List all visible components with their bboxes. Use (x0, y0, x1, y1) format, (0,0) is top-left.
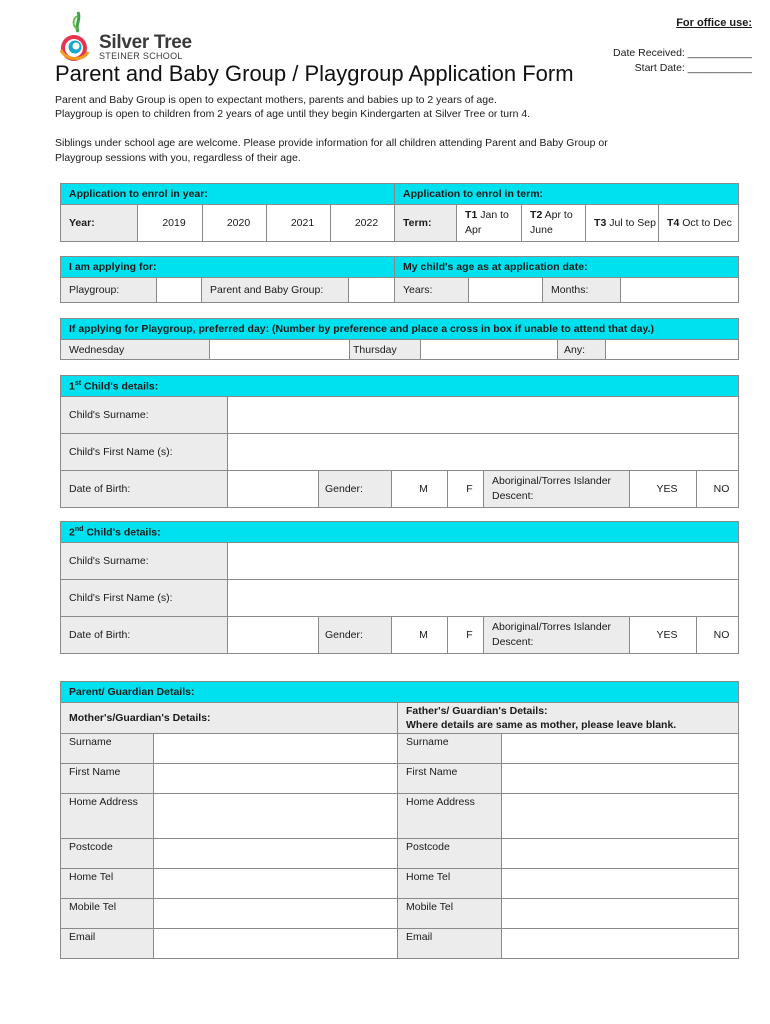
pbg-label: Parent and Baby Group: (202, 278, 349, 303)
mother-address-input[interactable] (154, 794, 398, 839)
child-number: 1 (69, 380, 75, 393)
father-home-tel-label: Home Tel (398, 869, 502, 899)
father-address-input[interactable] (502, 794, 739, 839)
child-first-name-label: Child's First Name (s): (61, 434, 228, 471)
page-title: Parent and Baby Group / Playgroup Application Form (55, 61, 574, 86)
mother-mobile-label: Mobile Tel (61, 899, 154, 929)
logo-subtitle: STEINER SCHOOL (99, 51, 183, 61)
guardian-table (60, 681, 739, 959)
term-code: T3 (594, 216, 607, 229)
applying-table (60, 256, 739, 303)
months-label: Months: (543, 278, 621, 303)
mother-email-input[interactable] (154, 929, 398, 959)
gender-m-option[interactable]: M (392, 617, 448, 654)
child2-dob-input[interactable] (228, 617, 319, 654)
dob-label: Date of Birth: (61, 471, 228, 508)
mother-postcode-label: Postcode (61, 839, 154, 869)
child1-surname-input[interactable] (228, 397, 739, 434)
child1-header (61, 376, 739, 397)
father-header (398, 703, 739, 734)
term-text: Oct to Dec (679, 216, 732, 229)
father-email-label: Email (398, 929, 502, 959)
any-input[interactable] (606, 340, 739, 360)
child1-table (60, 375, 739, 508)
gender-f-option[interactable]: F (448, 617, 484, 654)
term-code: T1 (465, 209, 478, 221)
thursday-label: Thursday (350, 340, 421, 360)
descent-label: Aboriginal/Torres Islander Descent: (484, 471, 630, 508)
child-header-text: Child's details: (81, 380, 159, 393)
father-postcode-input[interactable] (502, 839, 739, 869)
months-input[interactable] (621, 278, 739, 303)
enrol-year-header: Application to enrol in year: (61, 184, 395, 205)
mother-first-name-label: First Name (61, 764, 154, 794)
father-mobile-input[interactable] (502, 899, 739, 929)
father-header-note: Where details are same as mother, please leave blank. (406, 719, 677, 731)
term-code: T2 (530, 209, 543, 221)
age-header: My child's age as at application date: (395, 257, 739, 278)
child2-surname-input[interactable] (228, 543, 739, 580)
year-option-2020[interactable]: 2020 (203, 205, 267, 242)
mother-first-name-input[interactable] (154, 764, 398, 794)
father-mobile-label: Mobile Tel (398, 899, 502, 929)
year-label: Year: (61, 205, 138, 242)
father-first-name-input[interactable] (502, 764, 739, 794)
term-option-t4[interactable] (659, 205, 739, 242)
child2-first-name-input[interactable] (228, 580, 739, 617)
preferred-day-table (60, 318, 739, 360)
child-header-text: Child's details: (83, 526, 161, 539)
term-label: Term: (395, 205, 457, 242)
year-option-2022[interactable]: 2022 (331, 205, 395, 242)
preferred-day-header: If applying for Playgroup, preferred day: (Number by preference and place a cross in box if unable to attend that day.) (61, 319, 739, 340)
mother-email-label: Email (61, 929, 154, 959)
term-option-t1[interactable] (457, 205, 522, 242)
enrol-term-header: Application to enrol in term: (395, 184, 739, 205)
year-option-2019[interactable]: 2019 (138, 205, 203, 242)
father-home-tel-input[interactable] (502, 869, 739, 899)
father-address-label: Home Address (398, 794, 502, 839)
wednesday-input[interactable] (210, 340, 350, 360)
father-surname-input[interactable] (502, 734, 739, 764)
playgroup-checkbox[interactable] (157, 278, 202, 303)
gender-f-option[interactable]: F (448, 471, 484, 508)
year-option-2021[interactable]: 2021 (267, 205, 331, 242)
wednesday-label: Wednesday (61, 340, 210, 360)
descent-yes-option[interactable]: YES (630, 617, 697, 654)
mother-mobile-input[interactable] (154, 899, 398, 929)
start-date-field[interactable]: Start Date: ___________ (634, 62, 752, 74)
playgroup-label: Playgroup: (61, 278, 157, 303)
mother-postcode-input[interactable] (154, 839, 398, 869)
term-code: T4 (667, 216, 680, 229)
child-first-name-label: Child's First Name (s): (61, 580, 228, 617)
mother-surname-input[interactable] (154, 734, 398, 764)
logo-name: Silver Tree (99, 32, 192, 53)
child-surname-label: Child's Surname: (61, 397, 228, 434)
guardian-header: Parent/ Guardian Details: (61, 682, 739, 703)
child-surname-label: Child's Surname: (61, 543, 228, 580)
any-label: Any: (558, 340, 606, 360)
gender-label: Gender: (319, 471, 392, 508)
enrol-table (60, 183, 739, 242)
mother-address-label: Home Address (61, 794, 154, 839)
office-use-heading: For office use: (676, 17, 752, 29)
descent-yes-option[interactable]: YES (630, 471, 697, 508)
descent-label: Aboriginal/Torres Islander Descent: (484, 617, 630, 654)
thursday-input[interactable] (421, 340, 558, 360)
intro-line: Playgroup sessions with you, regardless of their age. (55, 152, 301, 164)
years-input[interactable] (469, 278, 543, 303)
descent-no-option[interactable]: NO (697, 617, 739, 654)
child2-table (60, 521, 739, 654)
silver-tree-logo-icon (55, 10, 99, 64)
mother-header: Mother's/Guardian's Details: (61, 703, 398, 734)
intro-line: Siblings under school age are welcome. Please provide information for all children attending Parent and Baby Group or (55, 137, 608, 149)
father-first-name-label: First Name (398, 764, 502, 794)
child-number: 2 (69, 526, 75, 539)
father-surname-label: Surname (398, 734, 502, 764)
gender-label: Gender: (319, 617, 392, 654)
father-header-title: Father's/ Guardian's Details: (406, 705, 548, 717)
mother-home-tel-input[interactable] (154, 869, 398, 899)
intro-line: Playgroup is open to children from 2 years of age until they begin Kindergarten at Silver Tree or turn 4. (55, 108, 531, 120)
term-text: Jul to Sep (606, 216, 656, 229)
mother-home-tel-label: Home Tel (61, 869, 154, 899)
father-postcode-label: Postcode (398, 839, 502, 869)
applying-header: I am applying for: (61, 257, 395, 278)
ordinal-suffix: st (74, 379, 82, 387)
descent-no-option[interactable]: NO (697, 471, 739, 508)
term-option-t2[interactable] (522, 205, 586, 242)
years-label: Years: (395, 278, 469, 303)
ordinal-suffix: nd (74, 525, 84, 533)
mother-surname-label: Surname (61, 734, 154, 764)
intro-line: Parent and Baby Group is open to expectant mothers, parents and babies up to 2 years of age. (55, 94, 497, 106)
dob-label: Date of Birth: (61, 617, 228, 654)
term-text: Jan to Apr (465, 209, 509, 236)
child1-first-name-input[interactable] (228, 434, 739, 471)
date-received-field[interactable]: Date Received: ___________ (613, 47, 752, 59)
gender-m-option[interactable]: M (392, 471, 448, 508)
child1-dob-input[interactable] (228, 471, 319, 508)
father-email-input[interactable] (502, 929, 739, 959)
pbg-checkbox[interactable] (349, 278, 395, 303)
term-option-t3[interactable] (586, 205, 659, 242)
child2-header (61, 522, 739, 543)
term-text: Apr to June (530, 209, 573, 236)
